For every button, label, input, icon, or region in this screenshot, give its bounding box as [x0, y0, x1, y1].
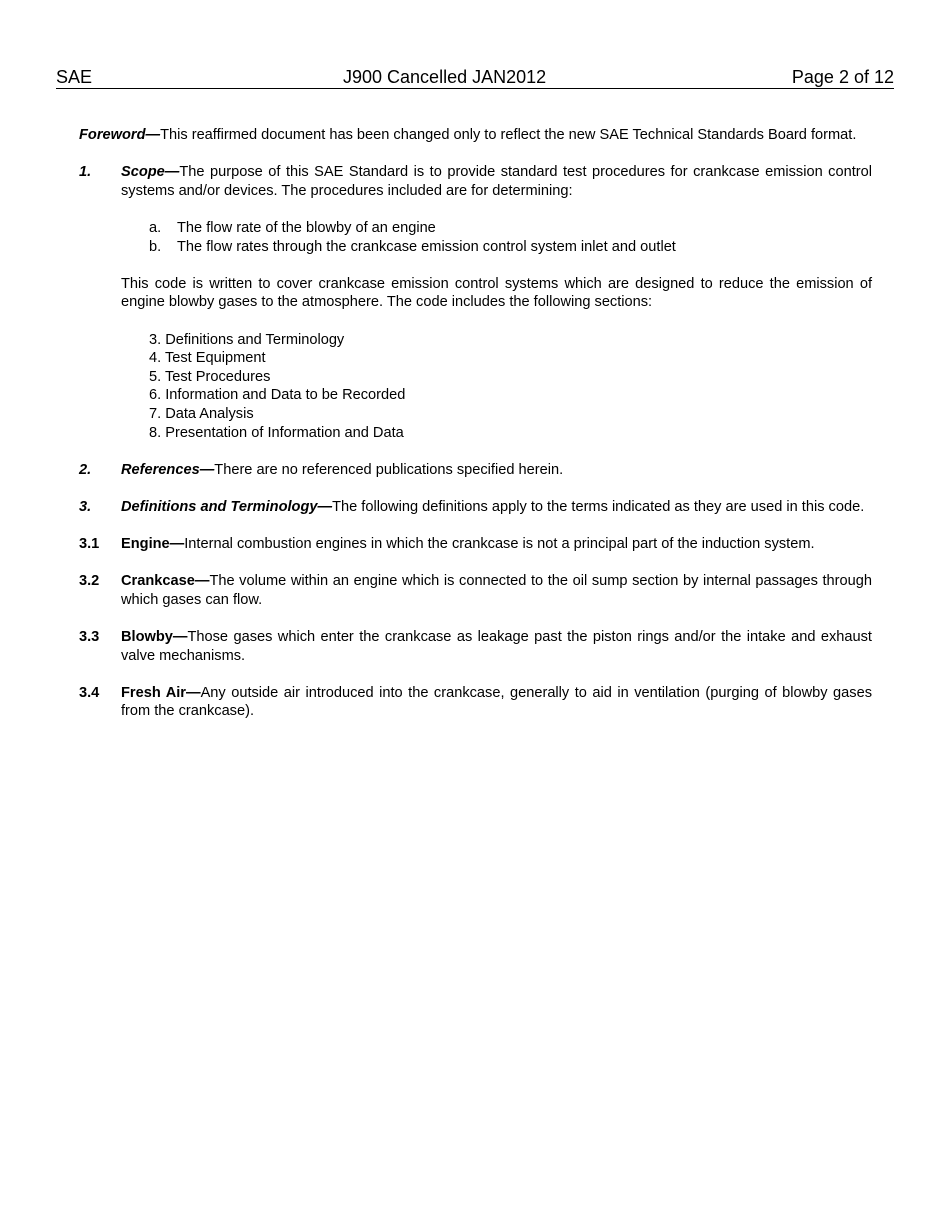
definition-term: Blowby: [121, 629, 173, 646]
subsection-number: 3.4: [79, 684, 100, 701]
foreword-label: Foreword: [79, 127, 146, 143]
section-heading: Scope: [121, 164, 165, 181]
definition-crankcase: [79, 572, 872, 609]
em-dash: —: [194, 573, 210, 590]
definition-text: The volume within an engine which is connected to the oil sump section by internal passages through which gases can flow.: [121, 573, 872, 608]
list-item: 5. Test Procedures: [149, 368, 271, 385]
definition-text: Internal combustion engines in which the crankcase is not a principal part of the induction system.: [184, 536, 815, 553]
definition-paragraph: [121, 572, 872, 609]
em-dash: —: [164, 164, 180, 181]
header-page-number: Page 2 of 12: [791, 67, 894, 87]
references-paragraph: [121, 461, 872, 480]
em-dash: —: [172, 629, 188, 646]
section-number: 3.: [79, 498, 92, 515]
header-document-id: J900 Cancelled JAN2012: [343, 67, 547, 87]
list-item-text: The flow rate of the blowby of an engine: [177, 219, 436, 236]
list-item: [149, 238, 872, 257]
list-marker: a.: [149, 219, 162, 236]
section-heading: Definitions and Terminology: [121, 498, 318, 515]
definition-text: Those gases which enter the crankcase as leakage past the piston rings and/or the intake and exhaust valve mechanisms.: [121, 629, 872, 664]
list-item: 7. Data Analysis: [149, 405, 254, 422]
subsection-number: 3.3: [79, 629, 100, 646]
section-scope: [79, 163, 872, 442]
foreword-text: This reaffirmed document has been changed only to reflect the new SAE Technical Standards Board format.: [160, 127, 857, 143]
em-dash: —: [169, 536, 185, 553]
definitions-paragraph: [121, 498, 872, 517]
references-text: There are no referenced publications specified herein.: [214, 461, 564, 478]
definition-paragraph: [121, 628, 872, 665]
foreword-paragraph: [79, 126, 872, 145]
definitions-text: The following definitions apply to the terms indicated as they are used in this code.: [332, 498, 865, 515]
definition-paragraph: [121, 684, 872, 721]
scope-paragraph-2: This code is written to cover crankcase emission control systems which are designed to reduce the emission of engine blowby gases to the atmosphere. The code includes the following sections:: [121, 275, 872, 311]
list-item: 8. Presentation of Information and Data: [149, 424, 404, 441]
em-dash: —: [145, 127, 161, 143]
em-dash: —: [199, 461, 215, 478]
em-dash: —: [317, 498, 333, 515]
subsection-number: 3.2: [79, 573, 100, 590]
section-number: 1.: [79, 164, 92, 181]
header-org: SAE: [56, 67, 93, 87]
page-header: [56, 66, 894, 89]
section-references: [79, 461, 872, 480]
definition-text: Any outside air introduced into the crankcase, generally to aid in ventilation (purging of blowby gases from the crankcase).: [121, 684, 872, 720]
definition-engine: [79, 535, 872, 554]
definition-term: Engine: [121, 536, 170, 553]
document-body: [79, 126, 872, 740]
list-item: [149, 219, 872, 238]
subsection-number: 3.1: [79, 536, 100, 553]
scope-item-list: [121, 219, 872, 256]
list-item: 4. Test Equipment: [149, 350, 266, 367]
scope-text: The purpose of this SAE Standard is to provide standard test procedures for crankcase emission control systems and/or devices. The procedures included are for determining:: [121, 164, 872, 199]
em-dash: —: [185, 684, 201, 701]
list-item: 3. Definitions and Terminology: [149, 331, 345, 348]
section-definitions: [79, 498, 872, 517]
definition-term: Crankcase: [121, 573, 195, 590]
list-item-text: The flow rates through the crankcase emission control system inlet and outlet: [177, 238, 676, 255]
section-number: 2.: [79, 461, 92, 478]
definition-blowby: [79, 628, 872, 665]
list-item: 6. Information and Data to be Recorded: [149, 387, 406, 404]
definition-paragraph: [121, 535, 872, 554]
definition-term: Fresh Air: [121, 684, 186, 701]
definition-fresh-air: [79, 684, 872, 721]
scope-paragraph: [121, 163, 872, 200]
list-marker: b.: [149, 238, 162, 255]
section-contents-list: [121, 331, 872, 443]
section-heading: References: [121, 461, 200, 478]
